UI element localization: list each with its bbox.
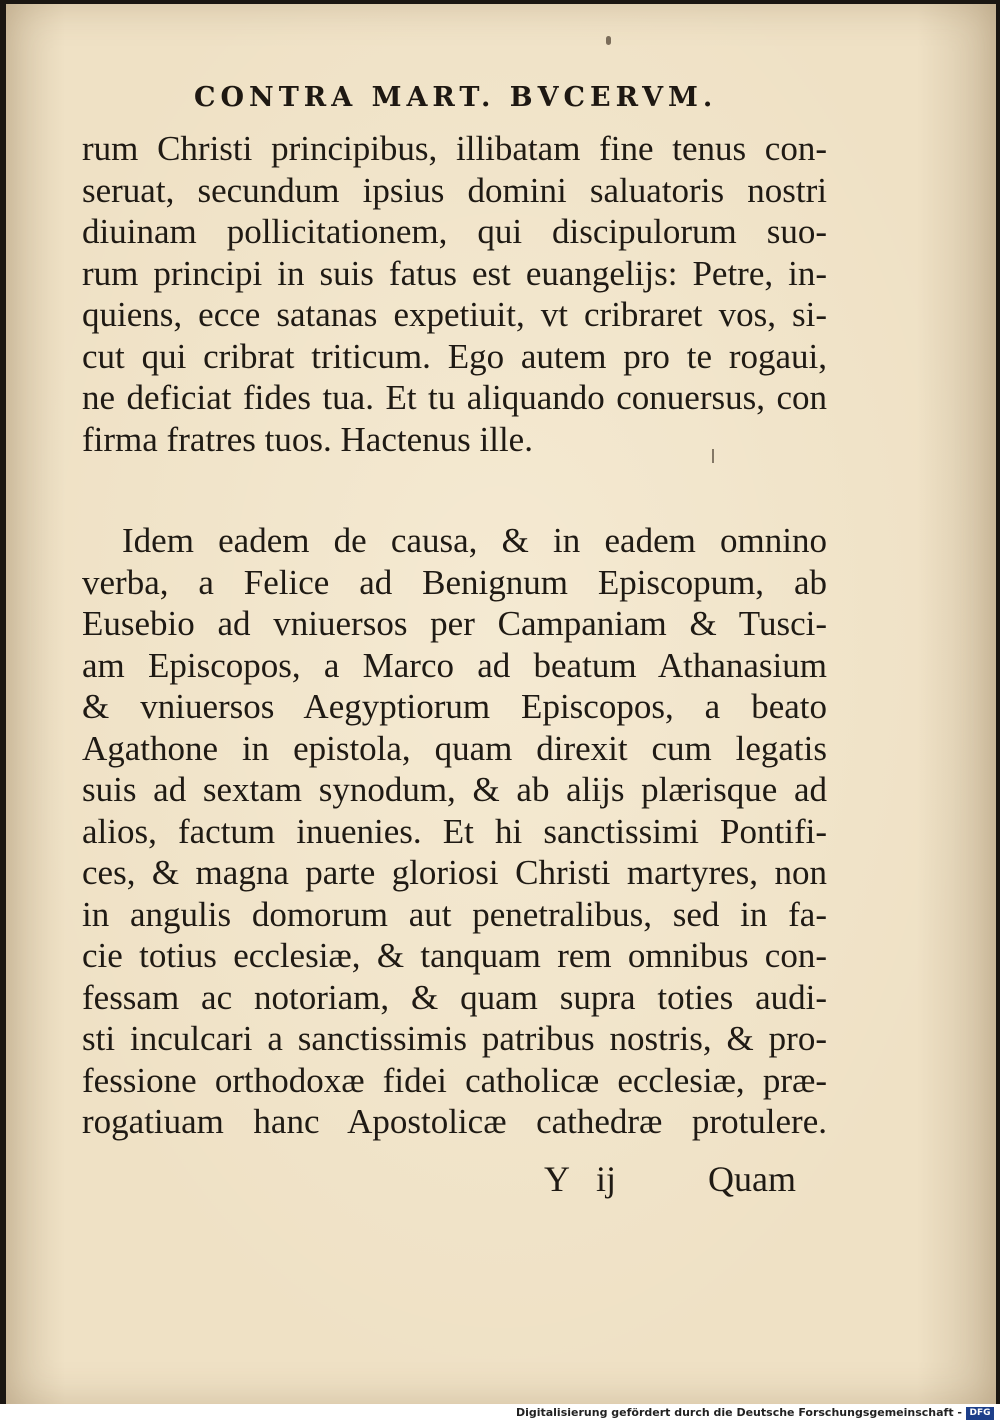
footer-bar — [0, 1404, 1000, 1424]
running-head: CONTRA MART. BVCERVM. — [194, 82, 718, 113]
text-line: diuinam pollicitationem, qui discipulorum suo- — [82, 212, 827, 251]
paragraph-1 — [82, 128, 842, 460]
text-line: Eusebio ad vniuersos per Campaniam & Tusci- — [82, 604, 827, 643]
paragraph-2 — [82, 520, 842, 1143]
text-line: cut qui cribrat triticum. Ego autem pro te rogaui, — [82, 336, 827, 376]
text-line: in angulis domorum aut penetralibus, sed in fa- — [82, 894, 827, 934]
ink-spot — [606, 36, 611, 45]
text-line: ces, & magna parte gloriosi Christi martyres, non — [82, 853, 827, 892]
signature-number: ij — [596, 1159, 617, 1199]
funding-note: Digitalisierung gefördert durch die Deutsche Forschungsgemeinschaft - — [515, 1406, 962, 1419]
text-line: Idem eadem de causa, & in eadem omnino — [122, 521, 827, 560]
text-line: rogatiuam hanc Apostolicæ cathedræ protulere. — [82, 1102, 827, 1141]
text-line: seruat, secundum ipsius domini saluatoris nostri — [82, 170, 827, 210]
text-line: fessam ac notoriam, & quam supra toties audi- — [82, 977, 827, 1017]
text-line: suis ad sextam synodum, & ab alijs plærisque ad — [82, 770, 827, 809]
text-line: Agathone in epistola, quam direxit cum legatis — [82, 728, 827, 768]
text-line: & vniuersos Aegyptiorum Episcopos, a beato — [82, 687, 827, 726]
text-line: verba, a Felice ad Benignum Episcopum, ab — [82, 562, 827, 602]
signature-row — [540, 1158, 820, 1208]
catchword: Quam — [708, 1159, 796, 1199]
text-line: quiens, ecce satanas expetiuit, vt cribraret vos, si- — [82, 295, 827, 334]
text-line: cie totius ecclesiæ, & tanquam rem omnibus con- — [82, 936, 827, 975]
text-line: rum principi in suis fatus est euangelijs: Petre, in- — [82, 253, 827, 293]
text-line: alios, factum inuenies. Et hi sanctissimi Pontifi- — [82, 811, 827, 851]
text-line: am Episcopos, a Marco ad beatum Athanasium — [82, 645, 827, 685]
text-line: fessione orthodoxæ fidei catholicæ ecclesiæ, præ- — [82, 1060, 827, 1100]
text-line: ne deficiat fides tua. Et tu aliquando conuersus, con — [82, 378, 827, 417]
text-line: rum Christi principibus, illibatam fine tenus con- — [82, 129, 827, 168]
text-line: firma fratres tuos. Hactenus ille. — [82, 419, 533, 459]
signature-mark: Y — [544, 1159, 570, 1199]
text-line: sti inculcari a sanctissimis patribus nostris, & pro- — [82, 1019, 827, 1058]
dfg-logo: DFG — [966, 1407, 994, 1420]
